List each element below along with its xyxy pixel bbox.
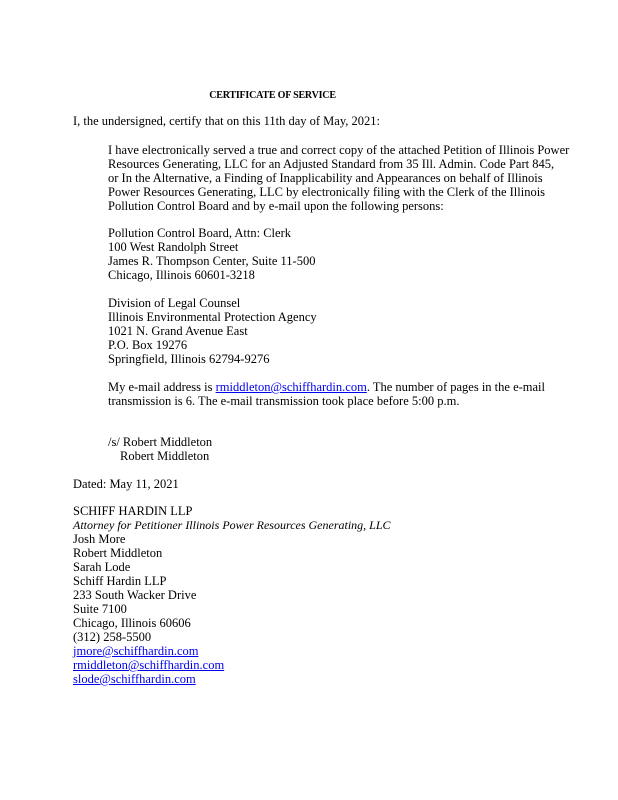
address-line: Illinois Environmental Protection Agency	[108, 310, 317, 324]
address-line: 100 West Randolph Street	[108, 240, 239, 254]
email-statement-line	[108, 380, 545, 394]
attorney-name: Josh More	[73, 532, 126, 546]
email-link-slode[interactable]: slode@schiffhardin.com	[73, 672, 196, 686]
attorney-name: Robert Middleton	[73, 546, 163, 560]
email-link-rmiddleton[interactable]: rmiddleton@schiffhardin.com	[215, 380, 367, 394]
email-statement-line-2: transmission is 6. The e-mail transmission took place before 5:00 p.m.	[108, 394, 460, 408]
paragraph-line: Resources Generating, LLC for an Adjusted Standard from 35 Ill. Admin. Code Part 845,	[108, 157, 555, 171]
email-suffix: . The number of pages in the e-mail	[366, 380, 545, 394]
paragraph-line: or In the Alternative, a Finding of Inapplicability and Appearances on behalf of Illinois	[108, 171, 543, 185]
paragraph-line: I have electronically served a true and correct copy of the attached Petition of Illinois Power	[108, 143, 570, 157]
certify-line: I, the undersigned, certify that on this 11th day of May, 2021:	[73, 114, 380, 128]
document-title: CERTIFICATE OF SERVICE	[209, 90, 336, 101]
firm-phone: (312) 258-5500	[73, 630, 152, 644]
firm-name: SCHIFF HARDIN LLP	[73, 504, 193, 518]
attorney-name: Sarah Lode	[73, 560, 131, 574]
address-line: James R. Thompson Center, Suite 11-500	[108, 254, 316, 268]
email-link-rmiddleton-firm[interactable]: rmiddleton@schiffhardin.com	[73, 658, 225, 672]
firm-role: Attorney for Petitioner Illinois Power Resources Generating, LLC	[73, 518, 391, 532]
dated-line: Dated: May 11, 2021	[73, 477, 179, 491]
address-line: Division of Legal Counsel	[108, 296, 241, 310]
paragraph-line: Pollution Control Board and by e-mail upon the following persons:	[108, 199, 444, 213]
firm-address-line: Suite 7100	[73, 602, 127, 616]
address-line: P.O. Box 19276	[108, 338, 188, 352]
signer-name: Robert Middleton	[120, 449, 210, 463]
firm-address-line: Chicago, Illinois 60606	[73, 616, 191, 630]
paragraph-line: Power Resources Generating, LLC by electronically filing with the Clerk of the Illinois	[108, 185, 546, 199]
address-line: Pollution Control Board, Attn: Clerk	[108, 226, 291, 240]
email-prefix: My e-mail address is	[108, 380, 216, 394]
address-line: Chicago, Illinois 60601-3218	[108, 268, 255, 282]
electronic-signature: /s/ Robert Middleton	[108, 435, 213, 449]
address-line: 1021 N. Grand Avenue East	[108, 324, 248, 338]
email-link-jmore[interactable]: jmore@schiffhardin.com	[73, 644, 199, 658]
firm-address-line: Schiff Hardin LLP	[73, 574, 167, 588]
firm-address-line: 233 South Wacker Drive	[73, 588, 197, 602]
address-line: Springfield, Illinois 62794-9276	[108, 352, 270, 366]
